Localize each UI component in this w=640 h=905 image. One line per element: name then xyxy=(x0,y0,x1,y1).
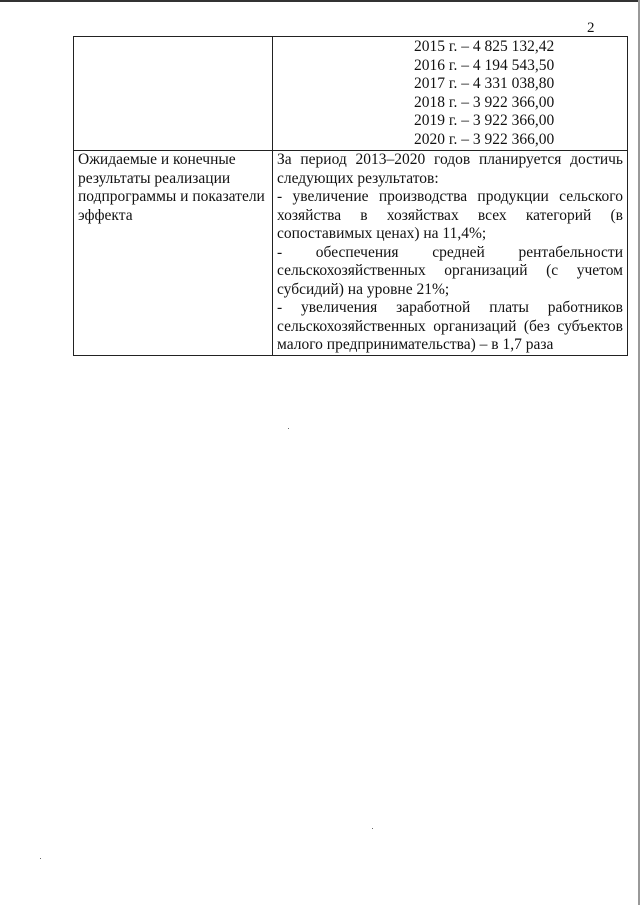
funding-year-line: 2018 г. – 3 922 366,00 xyxy=(414,93,555,111)
results-text-line: сельскохозяйственных организаций (с учетом xyxy=(277,262,623,279)
results-text-line: - обеспечения средней рентабельности xyxy=(277,243,623,261)
funding-label-cell xyxy=(74,37,273,151)
results-text-line: - увеличение производства продукции сельского xyxy=(277,188,623,205)
page-number: 2 xyxy=(587,20,595,36)
program-table xyxy=(73,36,628,356)
table-row-results xyxy=(74,151,628,356)
results-text-line: хозяйства в хозяйствах всех категорий (в xyxy=(277,206,623,224)
results-text-line: субсидий) на уровне 21%; xyxy=(277,280,450,298)
results-text-line: малого предпринимательства) – в 1,7 раза xyxy=(277,336,554,353)
results-text-line: следующих результатов: xyxy=(277,169,439,187)
results-label-line: подпрограммы и показатели xyxy=(78,188,265,205)
funding-year-line: 2015 г. – 4 825 132,42 xyxy=(414,38,555,55)
results-text-line: сопоставимых ценах) на 11,4%; xyxy=(277,225,487,242)
results-label-line: эффекта xyxy=(78,206,133,224)
results-text-line: - увеличения заработной платы работников xyxy=(277,299,623,316)
funding-year-line: 2017 г. – 4 331 038,80 xyxy=(414,75,555,92)
results-label-cell xyxy=(74,151,273,356)
results-text-line: сельскохозяйственных организаций (без субъектов xyxy=(277,317,623,335)
scan-speck xyxy=(288,428,289,429)
table-row-funding xyxy=(74,37,628,151)
funding-year-line: 2020 г. – 3 922 366,00 xyxy=(414,130,555,148)
scan-speck xyxy=(372,828,373,829)
results-label-line: Ожидаемые и конечные xyxy=(78,151,236,168)
funding-year-line: 2016 г. – 4 194 543,50 xyxy=(414,56,555,74)
funding-year-line: 2019 г. – 3 922 366,00 xyxy=(414,112,555,129)
scan-top-edge xyxy=(0,0,640,2)
results-label-line: результаты реализации xyxy=(78,169,231,187)
funding-amounts-cell xyxy=(273,37,628,151)
results-text-cell xyxy=(273,151,628,356)
results-text-line: За период 2013–2020 годов планируется достичь xyxy=(277,151,623,168)
scan-speck xyxy=(40,858,41,859)
